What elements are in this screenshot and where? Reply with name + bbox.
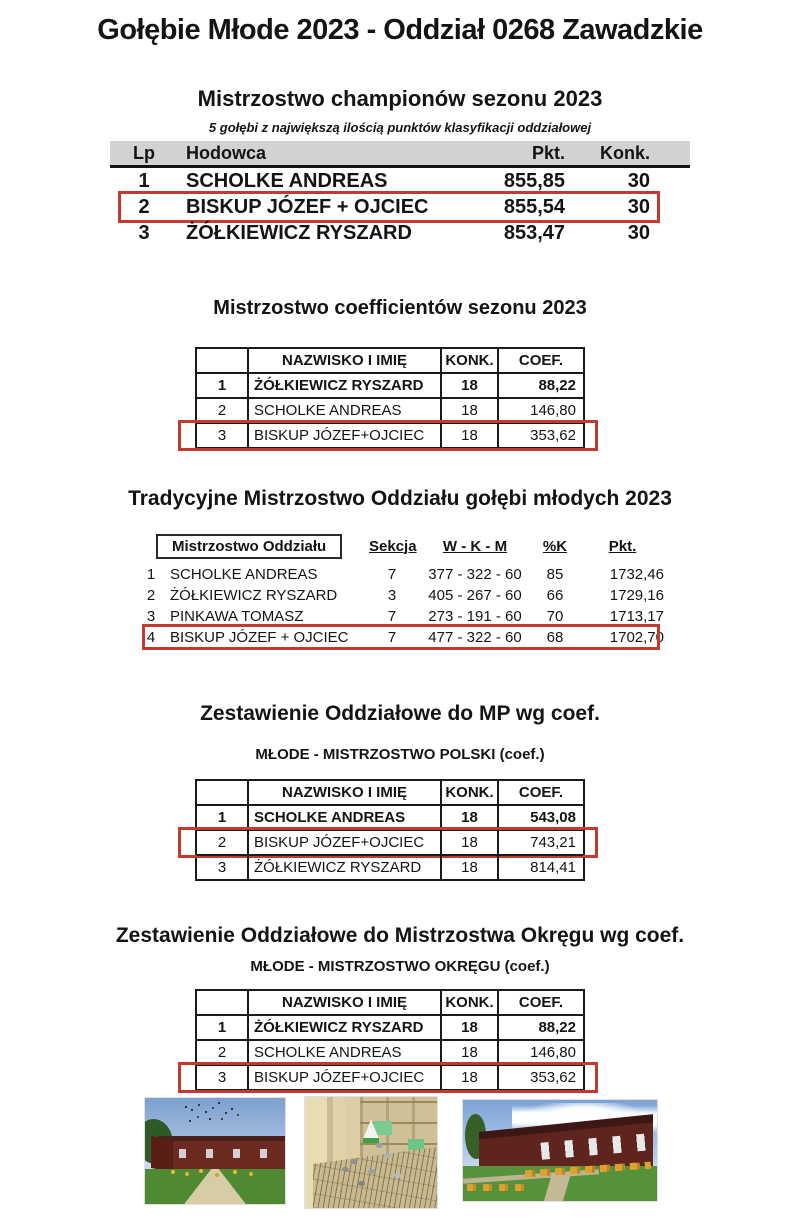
cell-name: BISKUP JÓZEF+OJCIEC [247, 424, 440, 447]
col-header-sekcja: Sekcja [369, 537, 417, 555]
section-coefficients-title: Mistrzostwo coefficientów sezonu 2023 [213, 297, 587, 319]
loft-windows [179, 1149, 280, 1159]
table-header [197, 991, 583, 1014]
cell-lp: 2 [217, 834, 227, 851]
green-panel [408, 1139, 424, 1150]
cell-konk: 30 [627, 169, 650, 192]
cell-konk: 18 [440, 1016, 497, 1039]
table-row [138, 606, 670, 627]
table-row [138, 564, 670, 585]
table-header [197, 349, 583, 372]
cell-lp: 2 [146, 587, 156, 604]
cell-pk: 68 [546, 629, 564, 646]
table-row [197, 804, 583, 829]
cell-name: SCHOLKE ANDREAS [170, 566, 318, 583]
cell-name: PINKAWA TOMASZ [170, 608, 304, 625]
cell-sekcja: 3 [387, 587, 397, 604]
table-row [197, 397, 583, 422]
cell-pkt: 1713,17 [609, 608, 664, 625]
table-row-highlighted [138, 627, 670, 648]
yellow-flowers [171, 1170, 175, 1174]
table-row [197, 372, 583, 397]
cell-coef: 543,08 [497, 806, 583, 829]
section-mp-title: Zestawienie Oddziałowe do MP wg coef. [200, 702, 600, 725]
cell-coef: 88,22 [497, 1016, 583, 1039]
col-header-pkt: Pkt. [608, 537, 637, 555]
col-header-pkt: Pkt. [531, 142, 565, 163]
cell-lp: 2 [138, 195, 150, 218]
col-header-konk: KONK. [440, 991, 497, 1014]
cell-lp: 3 [217, 859, 227, 876]
section-okreg-subtitle: MŁODE - MISTRZOSTWO OKRĘGU (coef.) [250, 958, 550, 975]
cell-lp: 1 [217, 377, 227, 394]
col-header-lp: Lp [133, 142, 155, 163]
cell-konk: 18 [440, 806, 497, 829]
col-header-empty [197, 991, 247, 1014]
cell-wkm: 477 - 322 - 60 [428, 629, 522, 646]
cell-konk: 18 [440, 831, 497, 854]
cell-coef: 743,21 [497, 831, 583, 854]
cell-coef: 88,22 [497, 374, 583, 397]
cell-name: SCHOLKE ANDREAS [247, 806, 440, 829]
cell-sekcja: 7 [387, 629, 397, 646]
col-header-konk: KONK. [440, 349, 497, 372]
flower-bed [467, 1184, 525, 1191]
cell-pk: 66 [546, 587, 564, 604]
table-row [110, 168, 690, 194]
cell-lp: 3 [146, 608, 156, 625]
cell-pkt: 855,54 [503, 195, 565, 218]
cell-pkt: 853,47 [503, 221, 565, 244]
cell-konk: 18 [440, 856, 497, 879]
cell-konk: 18 [440, 374, 497, 397]
photo-pigeon-loft-courtyard-with-flying-flock [145, 1098, 285, 1204]
cell-name: SCHOLKE ANDREAS [247, 399, 440, 422]
section-traditional-title: Tradycyjne Mistrzostwo Oddziału gołębi młodych 2023 [128, 487, 672, 510]
col-header-coef: COEF. [497, 991, 583, 1014]
cell-name: SCHOLKE ANDREAS [186, 169, 388, 192]
cell-name: BISKUP JÓZEF+OJCIEC [247, 1066, 440, 1089]
loft-wing [151, 1136, 173, 1172]
col-header-empty [197, 781, 247, 804]
cell-name: SCHOLKE ANDREAS [247, 1041, 440, 1064]
cell-wkm: 405 - 267 - 60 [428, 587, 522, 604]
okreg-table [195, 989, 585, 1091]
mp-table [195, 779, 585, 881]
col-header-pk: %K [542, 537, 568, 555]
cell-konk: 18 [440, 1041, 497, 1064]
cell-lp: 1 [217, 809, 227, 826]
table-row [197, 1039, 583, 1064]
flying-pigeons [185, 1106, 187, 1108]
col-header-konk: KONK. [440, 781, 497, 804]
coefficients-table [195, 347, 585, 449]
cell-lp: 1 [138, 169, 150, 192]
cell-lp: 3 [217, 1069, 227, 1086]
col-header-wkm: W - K - M [442, 537, 508, 555]
table-row-highlighted [110, 194, 690, 220]
page-title: Gołębie Młode 2023 - Oddział 0268 Zawadzkie [97, 14, 703, 46]
table-row-highlighted [197, 422, 583, 447]
table-row-highlighted [197, 1064, 583, 1089]
col-header-name: NAZWISKO I IMIĘ [247, 349, 440, 372]
cell-name: BISKUP JÓZEF + OJCIEC [186, 195, 429, 218]
cell-name: ŻÓŁKIEWICZ RYSZARD [247, 856, 440, 879]
cell-coef: 814,41 [497, 856, 583, 879]
section-champions-subtitle: 5 gołębi z największą ilością punktów klasyfikacji oddziałowej [208, 120, 592, 135]
table-row [110, 220, 690, 246]
cell-pkt: 855,85 [503, 169, 565, 192]
section-champions-title: Mistrzostwo championów sezonu 2023 [197, 86, 603, 111]
cell-konk: 18 [440, 424, 497, 447]
table-row [197, 1014, 583, 1039]
col-header-name: NAZWISKO I IMIĘ [247, 781, 440, 804]
traditional-table [138, 564, 670, 648]
photo-pigeon-loft-interior-with-pigeons [305, 1097, 437, 1208]
table-row-highlighted [197, 829, 583, 854]
col-header-empty [197, 349, 247, 372]
col-header-hodowca: Hodowca [186, 142, 267, 163]
photo-pigeon-loft-exterior-garden [463, 1100, 657, 1201]
table-row [138, 585, 670, 606]
col-header-konk: Konk. [599, 142, 650, 163]
cell-lp: 3 [217, 427, 227, 444]
cell-sekcja: 7 [387, 608, 397, 625]
section-okreg-title: Zestawienie Oddziałowe do Mistrzostwa Okręgu wg coef. [115, 924, 685, 947]
photo-strip [145, 1097, 657, 1212]
cell-wkm: 273 - 191 - 60 [428, 608, 522, 625]
cell-konk: 30 [627, 195, 650, 218]
cell-name: ŻÓŁKIEWICZ RYSZARD [247, 374, 440, 397]
cell-name: ŻÓŁKIEWICZ RYSZARD [247, 1016, 440, 1039]
cell-lp: 2 [217, 1044, 227, 1061]
cell-lp: 3 [138, 221, 150, 244]
cell-lp: 1 [146, 566, 156, 583]
cell-name: ŻÓŁKIEWICZ RYSZARD [170, 587, 338, 604]
col-header-name: NAZWISKO I IMIĘ [247, 991, 440, 1014]
champions-table-header [110, 141, 690, 168]
cell-konk: 30 [627, 221, 650, 244]
header-box-mistrzostwo-oddzialu: Mistrzostwo Oddziału [156, 534, 342, 559]
cell-lp: 2 [217, 402, 227, 419]
table-row [197, 854, 583, 879]
table-header [197, 781, 583, 804]
cell-coef: 146,80 [497, 399, 583, 422]
water-fountain-base [363, 1138, 379, 1143]
cell-konk: 18 [440, 399, 497, 422]
cell-lp: 4 [146, 629, 156, 646]
cell-sekcja: 7 [387, 566, 397, 583]
cell-name: BISKUP JÓZEF + OJCIEC [170, 629, 349, 646]
section-mp-subtitle: MŁODE - MISTRZOSTWO POLSKI (coef.) [255, 746, 545, 763]
cell-pk: 70 [546, 608, 564, 625]
cell-pk: 85 [546, 566, 564, 583]
cell-coef: 146,80 [497, 1041, 583, 1064]
cell-coef: 353,62 [497, 424, 583, 447]
traditional-table-header [138, 531, 670, 561]
col-header-coef: COEF. [497, 781, 583, 804]
cell-coef: 353,62 [497, 1066, 583, 1089]
col-header-coef: COEF. [497, 349, 583, 372]
cell-pkt: 1702,70 [609, 629, 664, 646]
cell-lp: 1 [217, 1019, 227, 1036]
champions-table [110, 141, 690, 246]
cell-pkt: 1732,46 [609, 566, 664, 583]
cell-wkm: 377 - 322 - 60 [428, 566, 522, 583]
cell-pkt: 1729,16 [609, 587, 664, 604]
cell-konk: 18 [440, 1066, 497, 1089]
cell-name: ŻÓŁKIEWICZ RYSZARD [186, 221, 412, 244]
cell-name: BISKUP JÓZEF+OJCIEC [247, 831, 440, 854]
